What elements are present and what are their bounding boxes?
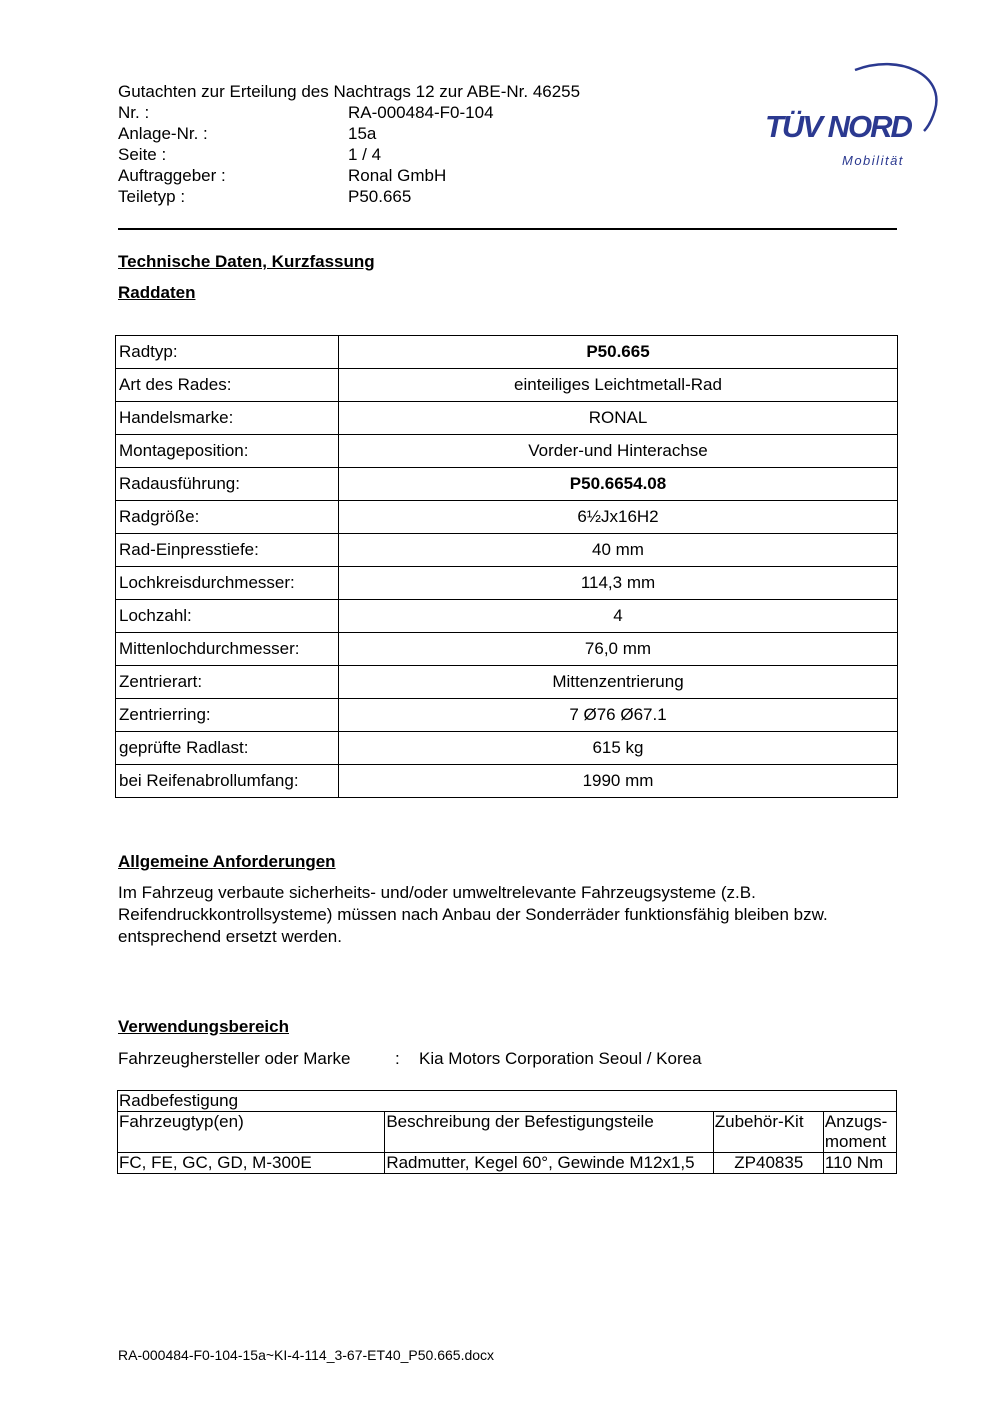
wheel-data-value: 114,3 mm xyxy=(339,567,898,600)
header-field-value: P50.665 xyxy=(348,187,412,206)
wheel-data-row xyxy=(116,336,898,369)
header-field-key: Nr. : xyxy=(118,103,150,122)
document-title: Gutachten zur Erteilung des Nachtrags 12 zur ABE-Nr. 46255 xyxy=(118,82,581,101)
logo-tagline: Mobilität xyxy=(842,153,904,168)
general-requirements-heading: Allgemeine Anforderungen xyxy=(118,852,336,871)
wheel-data-label: Lochzahl: xyxy=(116,600,339,633)
wheel-data-row xyxy=(116,369,898,402)
footer-filename: RA-000484-F0-104-15a~KI-4-114_3-67-ET40_P50.665.docx xyxy=(118,1347,495,1363)
wheel-fixing-table xyxy=(117,1090,897,1174)
wheel-data-value: 4 xyxy=(339,600,898,633)
header-field-value: Ronal GmbH xyxy=(348,166,447,185)
header-field-row xyxy=(118,144,678,165)
raddaten-heading: Raddaten xyxy=(118,283,196,302)
wheel-data-label: Rad-Einpresstiefe: xyxy=(116,534,339,567)
wheel-data-label: Radtyp: xyxy=(116,336,339,369)
wheel-data-value: 76,0 mm xyxy=(339,633,898,666)
wheel-data-table xyxy=(115,335,898,798)
manufacturer-separator: : xyxy=(395,1049,400,1068)
manufacturer-value: Kia Motors Corporation Seoul / Korea xyxy=(419,1049,702,1068)
fixing-header-torque: Anzugs-moment xyxy=(823,1112,896,1153)
wheel-data-label: Radgröße: xyxy=(116,501,339,534)
wheel-data-label: Handelsmarke: xyxy=(116,402,339,435)
header-field-row xyxy=(118,186,678,207)
wheel-data-value: einteiliges Leichtmetall-Rad xyxy=(339,369,898,402)
logo-brand-text: TÜV NORD xyxy=(765,109,911,144)
wheel-data-label: Mittenlochdurchmesser: xyxy=(116,633,339,666)
wheel-data-row xyxy=(116,468,898,501)
fixing-cell-vehicle-types: FC, FE, GC, GD, M-300E xyxy=(118,1153,385,1174)
fixing-row xyxy=(118,1153,897,1174)
tuev-nord-logo xyxy=(760,55,940,175)
usage-range-heading: Verwendungsbereich xyxy=(118,1017,289,1036)
header-divider xyxy=(118,228,897,230)
wheel-data-row xyxy=(116,501,898,534)
wheel-data-label: geprüfte Radlast: xyxy=(116,732,339,765)
wheel-data-row xyxy=(116,699,898,732)
wheel-data-label: Radausführung: xyxy=(116,468,339,501)
wheel-data-row xyxy=(116,600,898,633)
fixing-header-description: Beschreibung der Befestigungsteile xyxy=(385,1112,713,1153)
header-field-row xyxy=(118,123,678,144)
wheel-data-value: RONAL xyxy=(339,402,898,435)
wheel-data-label: Montageposition: xyxy=(116,435,339,468)
general-requirements-text: Im Fahrzeug verbaute sicherheits- und/oder umweltrelevante Fahrzeugsysteme (z.B. Reifendruckkontrollsysteme) müssen nach Anbau der Sonderräder funktionsfähig bleiben bzw. entsprechend ersetzt werden. xyxy=(118,883,828,946)
fixing-header-vehicle-types: Fahrzeugtyp(en) xyxy=(118,1112,385,1153)
wheel-data-row xyxy=(116,534,898,567)
fixing-cell-description: Radmutter, Kegel 60°, Gewinde M12x1,5 xyxy=(385,1153,713,1174)
header-field-value: 15a xyxy=(348,124,377,143)
fixing-header-row xyxy=(118,1112,897,1153)
wheel-data-row xyxy=(116,435,898,468)
wheel-data-label: Art des Rades: xyxy=(116,369,339,402)
wheel-data-value: Vorder-und Hinterachse xyxy=(339,435,898,468)
header-field-value: 1 / 4 xyxy=(348,145,382,164)
wheel-data-value: 6½Jx16H2 xyxy=(339,501,898,534)
wheel-data-value: P50.665 xyxy=(339,336,898,369)
wheel-data-row xyxy=(116,567,898,600)
wheel-data-row xyxy=(116,765,898,798)
fixing-cell-accessory-kit: ZP40835 xyxy=(713,1153,823,1174)
wheel-data-value: P50.6654.08 xyxy=(339,468,898,501)
fixing-header-accessory-kit: Zubehör-Kit xyxy=(713,1112,823,1153)
wheel-data-value: 7 Ø76 Ø67.1 xyxy=(339,699,898,732)
wheel-data-row xyxy=(116,732,898,765)
header-field-row xyxy=(118,165,678,186)
fixing-cell-torque: 110 Nm xyxy=(823,1153,896,1174)
header-field-key: Auftraggeber : xyxy=(118,166,226,185)
fixing-table-title: Radbefestigung xyxy=(118,1091,897,1112)
wheel-data-value: 1990 mm xyxy=(339,765,898,798)
wheel-data-row xyxy=(116,666,898,699)
header-field-row xyxy=(118,102,678,123)
manufacturer-label: Fahrzeughersteller oder Marke xyxy=(118,1049,351,1068)
wheel-data-label: bei Reifenabrollumfang: xyxy=(116,765,339,798)
header-field-value: RA-000484-F0-104 xyxy=(348,103,494,122)
wheel-data-row xyxy=(116,402,898,435)
wheel-data-value: 40 mm xyxy=(339,534,898,567)
wheel-data-value: 615 kg xyxy=(339,732,898,765)
wheel-data-label: Zentrierart: xyxy=(116,666,339,699)
header-field-key: Teiletyp : xyxy=(118,187,186,206)
header-field-key: Seite : xyxy=(118,145,167,164)
header-field-key: Anlage-Nr. : xyxy=(118,124,208,143)
tech-data-heading: Technische Daten, Kurzfassung xyxy=(118,252,375,271)
wheel-data-value: Mittenzentrierung xyxy=(339,666,898,699)
wheel-data-label: Zentrierring: xyxy=(116,699,339,732)
wheel-data-label: Lochkreisdurchmesser: xyxy=(116,567,339,600)
wheel-data-row xyxy=(116,633,898,666)
